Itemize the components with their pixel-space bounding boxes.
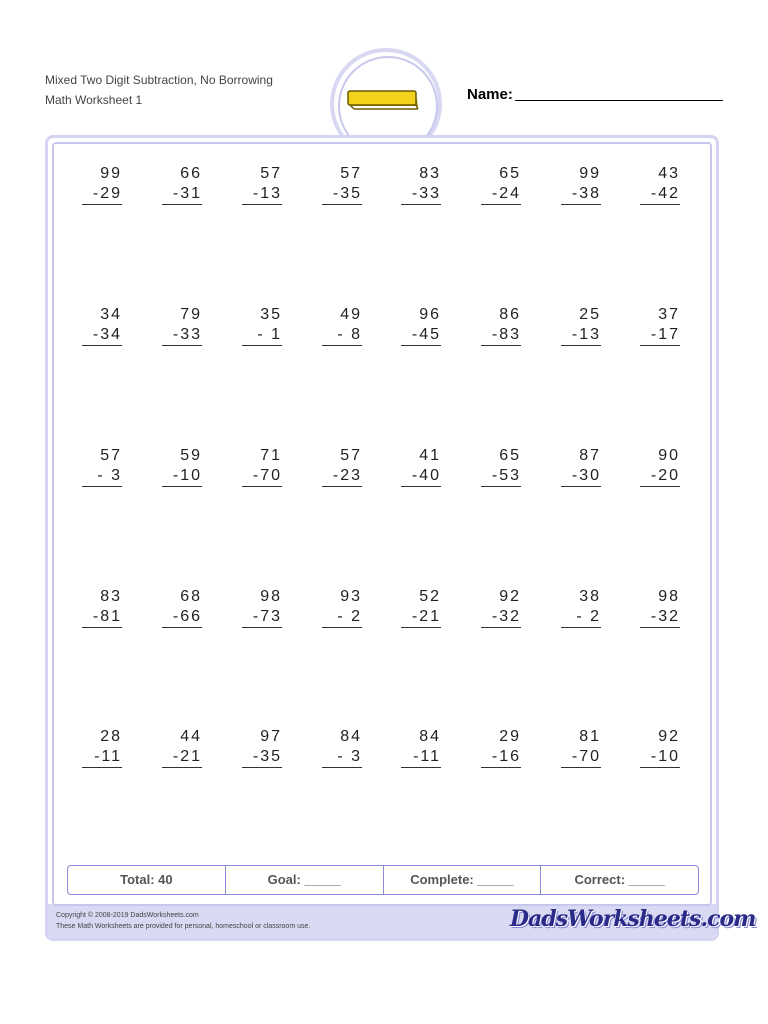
minuend: 79 <box>180 306 202 323</box>
problem <box>322 587 362 628</box>
subtrahend: -29 <box>82 184 122 205</box>
minuend: 96 <box>419 306 441 323</box>
copyright-text <box>56 910 310 932</box>
problem <box>561 164 601 205</box>
minuend: 49 <box>340 306 362 323</box>
stat-goal[interactable]: Goal: _____ <box>226 866 384 894</box>
minuend: 98 <box>260 588 282 605</box>
minuend: 92 <box>658 728 680 745</box>
subtrahend: - 8 <box>322 325 362 346</box>
subtrahend: -42 <box>640 184 680 205</box>
minuend: 38 <box>579 588 601 605</box>
problem <box>322 446 362 487</box>
subtrahend: -66 <box>162 607 202 628</box>
title-line-1: Mixed Two Digit Subtraction, No Borrowing <box>45 73 273 87</box>
worksheet-frame-inner <box>52 142 712 906</box>
problem <box>162 305 202 346</box>
name-label: Name: <box>467 86 513 103</box>
problem <box>162 446 202 487</box>
minuend: 65 <box>499 165 521 182</box>
subtrahend: -17 <box>640 325 680 346</box>
problem <box>561 305 601 346</box>
problem <box>401 305 441 346</box>
subtrahend: -45 <box>401 325 441 346</box>
subtrahend: - 2 <box>322 607 362 628</box>
problem <box>401 446 441 487</box>
subtrahend: -24 <box>481 184 521 205</box>
subtrahend: -83 <box>481 325 521 346</box>
minuend: 28 <box>100 728 122 745</box>
problem <box>481 727 521 768</box>
stats-bar <box>67 865 699 895</box>
minuend: 34 <box>100 306 122 323</box>
problem <box>561 727 601 768</box>
problem <box>82 164 122 205</box>
problem <box>242 446 282 487</box>
subtrahend: -21 <box>162 747 202 768</box>
subtrahend: -40 <box>401 466 441 487</box>
title-line-2: Math Worksheet 1 <box>45 93 143 107</box>
subtrahend: -34 <box>82 325 122 346</box>
subtrahend: -35 <box>322 184 362 205</box>
problem <box>481 446 521 487</box>
stat-correct[interactable]: Correct: _____ <box>574 872 665 887</box>
subtrahend: -13 <box>561 325 601 346</box>
minuend: 84 <box>419 728 441 745</box>
minuend: 93 <box>340 588 362 605</box>
minuend: 68 <box>180 588 202 605</box>
minuend: 84 <box>340 728 362 745</box>
problem <box>481 164 521 205</box>
usage-note: These Math Worksheets are provided for personal, homeschool or classroom use. <box>56 923 311 930</box>
subtrahend: -32 <box>481 607 521 628</box>
subtrahend: -31 <box>162 184 202 205</box>
problem <box>322 305 362 346</box>
minuend: 83 <box>100 588 122 605</box>
problem <box>82 305 122 346</box>
subtrahend: -10 <box>640 747 680 768</box>
subtrahend: -16 <box>481 747 521 768</box>
eraser-icon <box>346 88 420 114</box>
subtrahend: - 2 <box>561 607 601 628</box>
minuend: 57 <box>340 447 362 464</box>
subtrahend: -23 <box>322 466 362 487</box>
minuend: 29 <box>499 728 521 745</box>
subtrahend: - 1 <box>242 325 282 346</box>
problem <box>401 164 441 205</box>
stat-complete[interactable]: Complete: _____ <box>384 866 542 894</box>
problem <box>162 727 202 768</box>
minuend: 59 <box>180 447 202 464</box>
problem <box>481 587 521 628</box>
subtrahend: -21 <box>401 607 441 628</box>
problem <box>82 727 122 768</box>
subtrahend: -73 <box>242 607 282 628</box>
minuend: 97 <box>260 728 282 745</box>
subtrahend: -32 <box>640 607 680 628</box>
name-line[interactable] <box>515 100 723 101</box>
minuend: 41 <box>419 447 441 464</box>
minuend: 87 <box>579 447 601 464</box>
problem <box>242 305 282 346</box>
problem <box>242 727 282 768</box>
subtrahend: -70 <box>561 747 601 768</box>
subtrahend: -53 <box>481 466 521 487</box>
subtrahend: -33 <box>401 184 441 205</box>
subtrahend: -13 <box>242 184 282 205</box>
problem <box>640 727 680 768</box>
stat-total: Total: 40 <box>68 866 226 894</box>
minuend: 83 <box>419 165 441 182</box>
problem <box>162 587 202 628</box>
problem <box>640 587 680 628</box>
worksheet-title <box>45 70 273 110</box>
minuend: 57 <box>260 165 282 182</box>
problem <box>82 446 122 487</box>
subtrahend: -81 <box>82 607 122 628</box>
minuend: 90 <box>658 447 680 464</box>
minuend: 98 <box>658 588 680 605</box>
problem <box>242 587 282 628</box>
problem <box>162 164 202 205</box>
problem <box>481 305 521 346</box>
minuend: 65 <box>499 447 521 464</box>
subtrahend: -11 <box>82 747 122 768</box>
minuend: 57 <box>340 165 362 182</box>
minuend: 81 <box>579 728 601 745</box>
problem <box>561 587 601 628</box>
minuend: 86 <box>499 306 521 323</box>
problem <box>242 164 282 205</box>
subtrahend: -10 <box>162 466 202 487</box>
minuend: 66 <box>180 165 202 182</box>
minuend: 43 <box>658 165 680 182</box>
minuend: 99 <box>579 165 601 182</box>
subtrahend: -11 <box>401 747 441 768</box>
problem <box>401 587 441 628</box>
problem <box>322 727 362 768</box>
problem <box>561 446 601 487</box>
subtrahend: -35 <box>242 747 282 768</box>
subtrahend: - 3 <box>82 466 122 487</box>
minuend: 57 <box>100 447 122 464</box>
subtrahend: -33 <box>162 325 202 346</box>
minuend: 25 <box>579 306 601 323</box>
minuend: 44 <box>180 728 202 745</box>
subtrahend: - 3 <box>322 747 362 768</box>
minuend: 92 <box>499 588 521 605</box>
problem <box>640 164 680 205</box>
problem <box>640 305 680 346</box>
subtrahend: -70 <box>242 466 282 487</box>
subtrahend: -30 <box>561 466 601 487</box>
minuend: 37 <box>658 306 680 323</box>
minuend: 99 <box>100 165 122 182</box>
subtrahend: -20 <box>640 466 680 487</box>
copyright-line: Copyright © 2008-2019 DadsWorksheets.com <box>56 912 199 919</box>
minuend: 52 <box>419 588 441 605</box>
minuend: 35 <box>260 306 282 323</box>
brand-logo: DadsWorksheets.com <box>510 906 756 932</box>
subtrahend: -38 <box>561 184 601 205</box>
problem <box>401 727 441 768</box>
problem <box>640 446 680 487</box>
problem <box>82 587 122 628</box>
problem <box>322 164 362 205</box>
minuend: 71 <box>260 447 282 464</box>
